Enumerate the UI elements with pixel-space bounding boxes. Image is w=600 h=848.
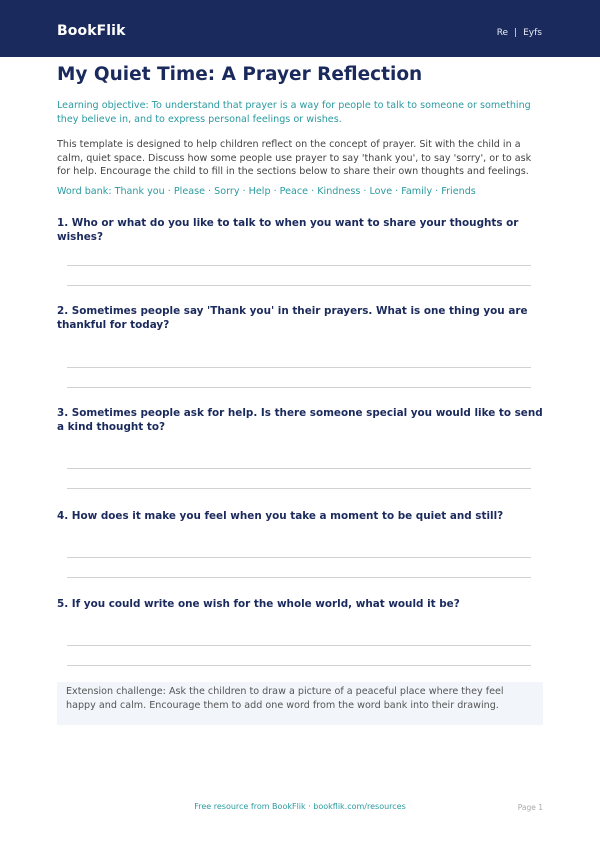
header-tags xyxy=(497,28,542,38)
answer-line-2a[interactable] xyxy=(67,367,531,368)
tag-separator: | xyxy=(514,28,518,38)
question-4: 4. How does it make you feel when you take a moment to be quiet and still? xyxy=(57,510,504,522)
answer-line-4b[interactable] xyxy=(67,577,531,578)
answer-line-1a[interactable] xyxy=(67,265,531,266)
question-2: 2. Sometimes people say 'Thank you' in their prayers. What is one thing you are thankful for today? xyxy=(57,305,528,331)
answer-line-3a[interactable] xyxy=(67,468,531,469)
extension-challenge-box xyxy=(57,682,543,725)
word-bank: Word bank: Thank you · Please · Sorry · Help · Peace · Kindness · Love · Family · Friends xyxy=(57,186,476,197)
answer-line-5b[interactable] xyxy=(67,665,531,666)
answer-line-5a[interactable] xyxy=(67,645,531,646)
question-1: 1. Who or what do you like to talk to when you want to share your thoughts or wishes? xyxy=(57,217,519,243)
footer-credit[interactable]: Free resource from BookFlik · bookflik.com/resources xyxy=(194,802,406,811)
question-3: 3. Sometimes people ask for help. Is there someone special you would like to send a kind thought to? xyxy=(57,407,543,433)
stage-tag: Eyfs xyxy=(523,28,542,38)
brand-logo[interactable]: BookFlik xyxy=(57,23,126,39)
learning-objective: Learning objective: To understand that prayer is a way for people to talk to someone or something they believe in, and to express personal feelings or wishes. xyxy=(57,100,531,125)
header-bar xyxy=(0,0,600,57)
page-number: Page 1 xyxy=(517,803,543,812)
answer-line-1b[interactable] xyxy=(67,285,531,286)
answer-line-2b[interactable] xyxy=(67,387,531,388)
subject-tag: Re xyxy=(496,28,509,38)
page-title: My Quiet Time: A Prayer Reflection xyxy=(57,64,423,85)
extension-challenge-text: Extension challenge: Ask the children to draw a picture of a peaceful place where they feel happy and calm. Encourage them to add one word from the word bank into their drawing. xyxy=(66,686,504,711)
question-5: 5. If you could write one wish for the whole world, what would it be? xyxy=(57,598,460,610)
answer-line-4a[interactable] xyxy=(67,557,531,558)
intro-paragraph: This template is designed to help children reflect on the concept of prayer. Sit with the child in a calm, quiet space. Discuss how some people use prayer to say 'thank you', to say 'sorry', or to ask for help. Encourage the child to fill in the sections below to share their own thoughts and feelings. xyxy=(57,139,532,177)
answer-line-3b[interactable] xyxy=(67,488,531,489)
